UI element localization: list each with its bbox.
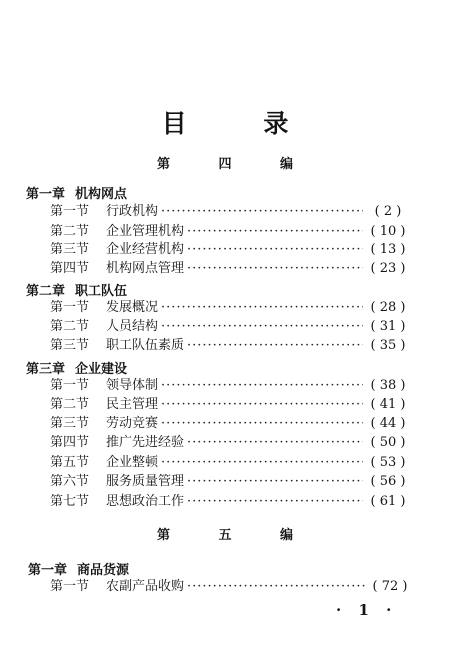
page-number: ( 56 ) [370, 474, 406, 489]
chapter-number: 第三章 [26, 362, 66, 377]
section-title: 劳动竞赛 [106, 416, 159, 431]
page-number: ( 31 ) [370, 319, 406, 334]
chapter-name: 职工队伍 [75, 284, 128, 299]
leader-dots [187, 241, 363, 259]
toc-entry[interactable] [50, 377, 410, 395]
toc-entry[interactable] [50, 318, 410, 336]
toc-entry[interactable] [50, 493, 410, 511]
section-number: 第六节 [50, 474, 90, 489]
page-number: ( 44 ) [370, 416, 406, 431]
page-number: ( 61 ) [370, 494, 406, 509]
section-title: 民主管理 [106, 397, 159, 412]
toc-entry[interactable] [50, 260, 410, 278]
section-number: 第三节 [50, 242, 90, 257]
toc-entry[interactable] [50, 434, 410, 452]
section-title: 领导体制 [106, 378, 159, 393]
leader-dots [187, 223, 363, 241]
section-title: 企业管理机构 [106, 224, 185, 239]
section-title: 农副产品收购 [106, 579, 185, 594]
leader-dots [187, 337, 363, 355]
section-number: 第四节 [50, 435, 90, 450]
chapter-heading [26, 183, 127, 202]
chapter-name: 企业建设 [75, 362, 128, 377]
toc-entry[interactable] [50, 223, 410, 241]
section-title: 企业整顿 [106, 455, 159, 470]
page-number: ( 72 ) [372, 579, 408, 594]
leader-dots [161, 454, 363, 472]
section-number: 第三节 [50, 338, 90, 353]
page-number: ( 41 ) [370, 397, 406, 412]
section-number: 第五节 [50, 455, 90, 470]
section-title: 服务质量管理 [106, 474, 185, 489]
page-number: ( 38 ) [370, 378, 406, 393]
leader-dots [161, 396, 363, 414]
section-number: 第二节 [50, 397, 90, 412]
section-number: 第四节 [50, 261, 90, 276]
leader-dots [161, 415, 363, 433]
chapter-number: 第一章 [28, 563, 68, 578]
section-title: 职工队伍素质 [106, 338, 185, 353]
toc-entry[interactable] [50, 415, 410, 433]
section-title: 行政机构 [106, 204, 159, 219]
section-number: 第三节 [50, 416, 90, 431]
section-number: 第二节 [50, 319, 90, 334]
toc-entry[interactable] [50, 241, 410, 259]
section-title: 发展概况 [106, 300, 159, 315]
chapter-name: 机构网点 [75, 187, 128, 202]
leader-dots [161, 318, 363, 336]
leader-dots [187, 434, 363, 452]
toc-entry[interactable] [50, 473, 410, 491]
page-number: ( 23 ) [370, 261, 406, 276]
section-title: 企业经营机构 [106, 242, 185, 257]
toc-entry[interactable] [50, 396, 410, 414]
page-number: ( 53 ) [370, 455, 406, 470]
leader-dots [161, 299, 363, 317]
leader-dots [187, 473, 363, 491]
section-number: 第二节 [50, 224, 90, 239]
page-number: ( 10 ) [370, 224, 406, 239]
section-number: 第一节 [50, 300, 90, 315]
section-title: 思想政治工作 [106, 494, 185, 509]
folio-page-number: · 1 · [336, 601, 398, 619]
section-number: 第一节 [50, 204, 90, 219]
leader-dots [161, 377, 363, 395]
chapter-name: 商品货源 [77, 563, 130, 578]
chapter-number: 第一章 [26, 187, 66, 202]
leader-dots [161, 203, 363, 221]
section-number: 第一节 [50, 378, 90, 393]
toc-entry[interactable] [50, 454, 410, 472]
part-heading-4: 第 四 编 [156, 157, 316, 172]
toc-entry[interactable] [50, 578, 412, 596]
page-title: 目 录 [161, 109, 323, 138]
page-number: ( 35 ) [370, 338, 406, 353]
section-title: 推广先进经验 [106, 435, 185, 450]
leader-dots [187, 493, 363, 511]
section-number: 第七节 [50, 494, 90, 509]
part-heading-5: 第 五 编 [156, 528, 316, 543]
page-number: ( 13 ) [370, 242, 406, 257]
toc-entry[interactable] [50, 203, 410, 221]
toc-entry[interactable] [50, 337, 410, 355]
chapter-heading [26, 358, 127, 377]
page-number: ( 28 ) [370, 300, 406, 315]
leader-dots [187, 578, 365, 596]
page-number: ( 50 ) [370, 435, 406, 450]
leader-dots [187, 260, 363, 278]
section-title: 机构网点管理 [106, 261, 185, 276]
chapter-heading [26, 280, 127, 299]
chapter-number: 第二章 [26, 284, 66, 299]
section-title: 人员结构 [106, 319, 159, 334]
section-number: 第一节 [50, 579, 90, 594]
chapter-heading [28, 559, 129, 578]
page-number: ( 2 ) [374, 204, 402, 219]
toc-entry[interactable] [50, 299, 410, 317]
